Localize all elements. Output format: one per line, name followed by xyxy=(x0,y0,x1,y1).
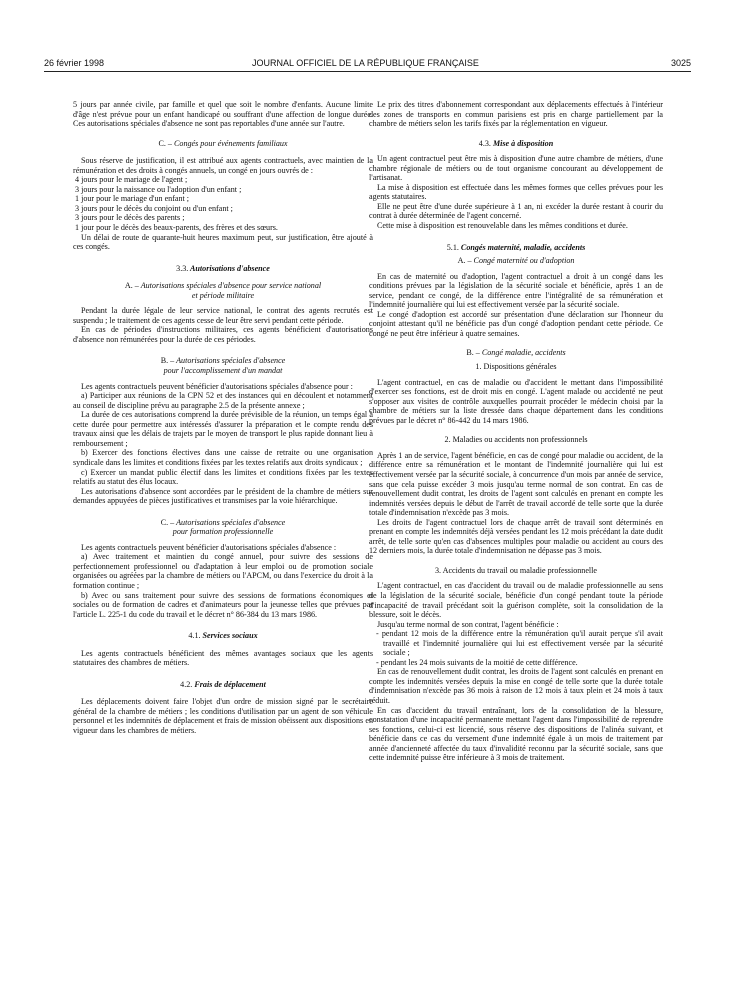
paragraph: L'agent contractuel, en cas d'accident du travail ou de maladie professionnelle au sens de la législation de la sécurité sociale, bénéficie d'un congé pendant toute la période d'incapacité de travail précédant soit la guérison complète, soit la consolidation de la blessure, soit le décès. xyxy=(369,581,663,620)
paragraph: Les agents contractuels bénéficient des mêmes avantages sociaux que les agents statutaires des chambres de métiers. xyxy=(73,648,373,668)
list-item: 1 jour pour le décès des beaux-parents, des frères et des sœurs. xyxy=(75,223,278,233)
paragraph: Un délai de route de quarante-huit heures maximum peut, sur justification, être ajouté à ces congés. xyxy=(73,232,373,252)
paragraph: Les autorisations d'absence sont accordées par le président de la chambre de métiers sur demandes appuyées de pièces justificatives et transmises par la voie hiérarchique. xyxy=(73,486,373,506)
subsection-heading: C. – Autorisations spéciales d'absence xyxy=(160,517,286,527)
paragraph: Sous réserve de justification, il est attribué aux agents contractuels, avec maintien de la rémunération et des droits à congés annuels, un congé en jours ouvrés de : xyxy=(73,156,373,175)
page-number: 3025 xyxy=(670,58,691,68)
paragraph: En cas d'accident du travail entraînant, lors de la consolidation de la blessure, constatation d'une incapacité permanente mettant l'agent dans l'impossibilité de reprendre ses fonctions, celui-ci est licencié, sous réserve des dispositions de l'alinéa suivant, et bénéficie dans ce cas du versement d'une indemnité égale à un mois de traitement par année d'ancienneté affectée du taux d'invalidité reconnu par la sécurité sociale, sans que cette indemnité puisse être inférieure à 3 mois de traitement. xyxy=(369,705,663,763)
paragraph: L'agent contractuel, en cas de maladie ou d'accident le mettant dans l'impossibilité d'exercer ses fonctions, est de droit mis en congé. L'agent malade ou accidenté ne peut s'opposer aux visites de contrôle auxquelles pourrait procéder le médecin choisi par la chambre de métiers sur la liste dressée dans chaque département dans les conditions prévues par le décret n° 86-442 du 14 mars 1986. xyxy=(369,377,663,425)
paragraph: Pendant la durée légale de leur service national, le contrat des agents recrutés est suspendu ; le traitement de ces agents cesse de leur être servi pendant cette période. xyxy=(73,306,373,325)
section-heading: 4.3. Mise à disposition xyxy=(478,138,554,148)
right-column xyxy=(369,100,663,960)
list-item: - pendant 12 mois de la différence entre la rémunération qu'il aurait perçue s'il avait travaillé et l'indemnité journalière qui lui est effectivement versée par la sécurité sociale ; xyxy=(376,629,663,658)
list-item: - pendant les 24 mois suivants de la moitié de cette différence. xyxy=(376,657,578,667)
left-column xyxy=(73,100,373,960)
paragraph: La mise à disposition est effectuée dans les mêmes formes que celles prévues pour les agents statutaires. xyxy=(369,182,663,202)
paragraph: Elle ne peut être d'une durée supérieure à 1 an, ni excéder la durée restant à courir du contrat à durée déterminée de l'agent concerné. xyxy=(369,201,663,221)
paragraph: 5 jours par année civile, par famille et quel que soit le nombre d'enfants. Aucune limite d'âge n'est prévue pour un enfant handicapé ou souffrant d'une affection de longue durée. Ces autorisations spéciales d'absence ne sont pas reportables d'une année sur l'autre. xyxy=(73,100,373,129)
list-item: 4 jours pour le mariage de l'agent ; xyxy=(75,175,188,185)
paragraph: a) Participer aux réunions de la CPN 52 et des instances qui en découlent et notamment au conseil de discipline prévu au paragraphe 2.5 de la présente annexe ; xyxy=(73,391,373,410)
paragraph: Un agent contractuel peut être mis à disposition d'une autre chambre de métiers, d'une chambre régionale de métiers ou de tout organisme concourant au développement de l'artisanat. xyxy=(369,154,663,183)
paragraph: La durée de ces autorisations comprend la durée prévisible de la réunion, un temps égal à cette durée pour permettre aux intéressés d'assurer la préparation et le compte rendu des travaux ainsi que les délais de trajets par le moyen de transport le plus rapide donnant lieu à remboursement ; xyxy=(73,410,373,448)
paragraph: Les déplacements doivent faire l'objet d'un ordre de mission signé par le secrétaire général de la chambre de métiers ; les conditions d'utilisation par un agent de son véhicule personnel et les indemnités de déplacement et frais de mission obéissent aux dispositions en vigueur dans les chambres de métiers. xyxy=(73,697,373,735)
numbered-heading: 1. Dispositions générales xyxy=(475,362,557,372)
paragraph: b) Avec ou sans traitement pour suivre des sessions de formations économiques et sociales ou de formation de cadres et d'animateurs pour la jeunesse telles que prévues par l'article L. 225-1 du code du travail et le décret n° 86-384 du 13 mars 1986. xyxy=(73,590,373,619)
page-header xyxy=(40,58,691,72)
paragraph: Les agents contractuels peuvent bénéficier d'autorisations spéciales d'absence pour : xyxy=(81,381,353,391)
section-heading: 4.2. Frais de déplacement xyxy=(180,679,266,689)
paragraph: c) Exercer un mandat public électif dans les limites et conditions fixées par les textes relatifs au statut des élus locaux. xyxy=(73,467,373,487)
paragraph: a) Avec traitement et maintien du congé annuel, pour suivre des sessions de perfectionnement professionnel ou d'adaptation à leur emploi ou de promotion sociale organisées ou agréées par la chambre de métiers ou l'APCM, ou dans l'exercice du droit à la formation continue ; xyxy=(73,552,373,590)
subsection-heading: B. – Autorisations spéciales d'absence xyxy=(160,356,286,366)
numbered-heading: 3. Accidents du travail ou maladie professionnelle xyxy=(434,565,598,575)
section-heading: 4.1. Services sociaux xyxy=(188,631,258,641)
subsection-heading-line2: pour formation professionnelle xyxy=(172,527,274,537)
subsection-heading: A. – Autorisations spéciales d'absence pour service national xyxy=(124,281,322,291)
list-item: 3 jours pour la naissance ou l'adoption d'un enfant ; xyxy=(75,184,242,194)
list-item: 3 jours pour le décès du conjoint ou d'un enfant ; xyxy=(75,203,233,213)
paragraph: En cas de renouvellement dudit contrat, les droits de l'agent sont calculés en prenant en compte les indemnités versées depuis la mise en congé de telle sorte que la durée totale d'indemnisation n'excède pas 36 mois à raison de 12 mois à taux plein et 24 mois à taux réduit. xyxy=(369,667,663,705)
numbered-heading: 2. Maladies ou accidents non professionnels xyxy=(444,435,588,445)
paragraph: b) Exercer des fonctions électives dans une caisse de retraite ou une organisation syndicale dans les limites et conditions fixées par les textes relatifs aux droits syndicaux ; xyxy=(73,448,373,467)
journal-title: JOURNAL OFFICIEL DE LA RÉPUBLIQUE FRANÇAISE xyxy=(252,58,479,68)
section-heading: C. – Congés pour événements familiaux xyxy=(158,138,288,148)
paragraph: Les agents contractuels peuvent bénéficier d'autorisations spéciales d'absence : xyxy=(81,542,337,552)
paragraph: En cas de périodes d'instructions militaires, ces agents bénéficient d'autorisations d'absence non rémunérées pour la durée de ces périodes. xyxy=(73,325,373,344)
paragraph: Le congé d'adoption est accordé sur présentation d'une déclaration sur l'honneur du conjoint attestant qu'il ne bénéficie pas d'un congé d'adoption pendant cette période. Ce congé ne peut être inférieur à quatre semaines. xyxy=(369,309,663,338)
paragraph: Le prix des titres d'abonnement correspondant aux déplacements effectués à l'intérieur des zones de transports en commun parisiens est pris en charge partiellement par la chambre de métiers selon les tarifs fixés par la réglementation en vigueur. xyxy=(369,100,663,129)
paragraph: Les droits de l'agent contractuel lors de chaque arrêt de travail sont déterminés en prenant en compte les indemnités déjà versées pendant les 12 mois précédant la date dudit arrêt, de telle sorte qu'en cas d'absences multiples pour maladie ou accident au cours des 12 derniers mois, la durée totale d'indemnisation ne dépasse pas 3 mois. xyxy=(369,517,663,556)
paragraph: Jusqu'au terme normal de son contrat, l'agent bénéficie : xyxy=(377,619,559,629)
header-date: 26 février 1998 xyxy=(44,58,105,68)
paragraph: Après 1 an de service, l'agent bénéficie, en cas de congé pour maladie ou accident, de la différence entre sa rémunération et le montant de l'indemnité journalière qui lui est effectivement versée par la sécurité sociale, à concurrence d'un mois par année de service, sans que cela puisse excéder 3 mois jusqu'au terme normal de son contrat. En cas de renouvellement dudit contrat, les droits de l'agent sont calculés en prenant en compte les indemnités versées depuis le début de l'arrêt de travail accordé de telle sorte que la durée totale d'indemnisation n'excède pas 3 mois. xyxy=(369,450,663,518)
subsection-heading: A. – Congé maternité ou d'adoption xyxy=(457,256,575,266)
section-heading: 3.3. Autorisations d'absence xyxy=(176,263,270,273)
paragraph: Cette mise à disposition est renouvelable dans les mêmes conditions et durée. xyxy=(377,221,628,231)
subsection-heading-line2: et période militaire xyxy=(191,290,255,300)
section-heading: 5.1. Congés maternité, maladie, accidents xyxy=(446,242,586,252)
paragraph: En cas de maternité ou d'adoption, l'agent contractuel a droit à un congé dans les conditions prévues par la législation de la sécurité sociale et bénéficie, après 1 an de service, pendant ce congé, de la différence entre l'intégralité de sa rémunération et l'indemnité journalière qui lui est effectivement versée par la sécurité sociale. xyxy=(369,271,663,310)
list-item: 1 jour pour le mariage d'un enfant ; xyxy=(75,194,190,204)
list-item: 3 jours pour le décès des parents ; xyxy=(75,213,185,223)
subsection-heading-line2: pour l'accomplissement d'un mandat xyxy=(163,366,283,376)
header-rule xyxy=(44,71,691,72)
subsection-heading: B. – Congé maladie, accidents xyxy=(466,348,566,358)
